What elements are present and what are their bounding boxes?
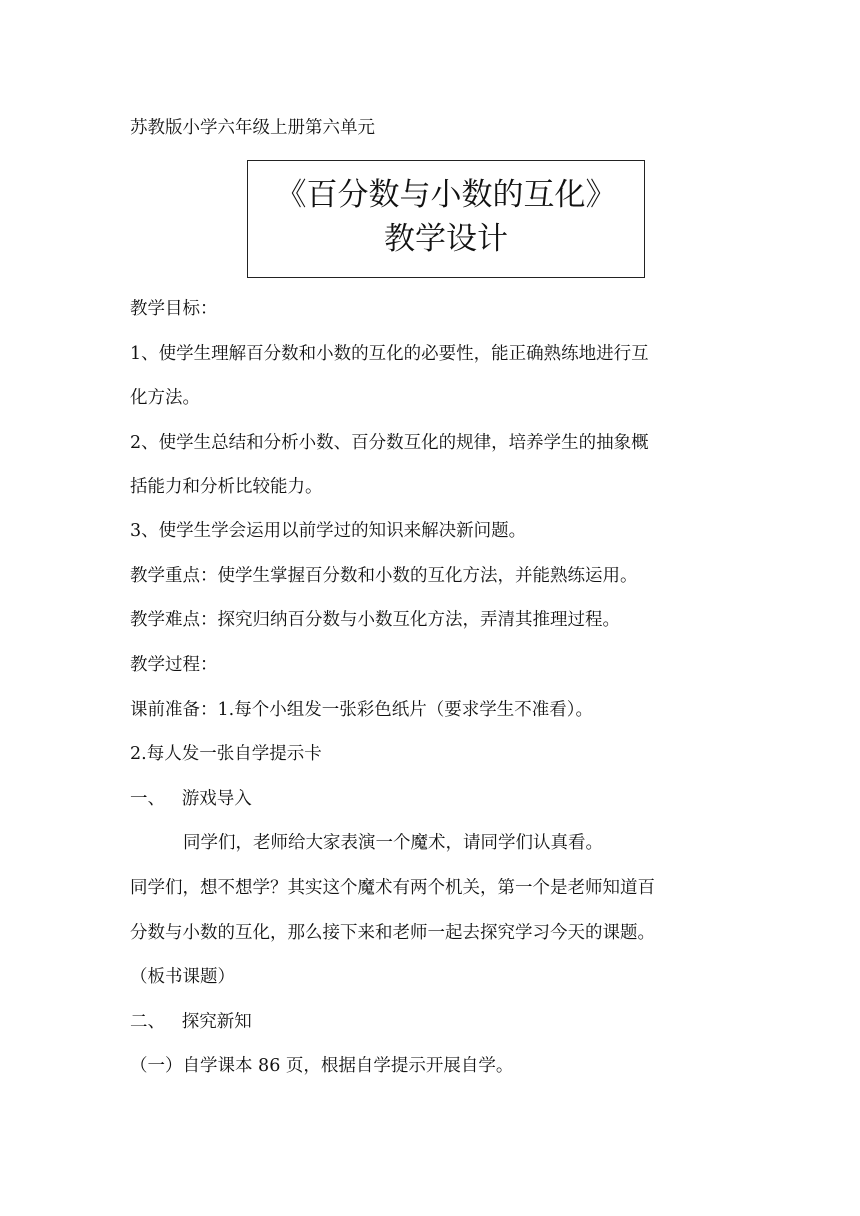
section-1-paragraph-1: 同学们，老师给大家表演一个魔术，请同学们认真看。 [183, 833, 603, 853]
difficulty-point: 教学难点：探究归纳百分数与小数互化方法，弄清其推理过程。 [130, 610, 620, 630]
section-2-subsection-1: （一）自学课本 86 页，根据自学提示开展自学。 [130, 1056, 514, 1076]
unit-header: 苏教版小学六年级上册第六单元 [130, 118, 375, 138]
section-1-paragraph-2-line-3: （板书课题） [130, 967, 235, 987]
title-box [247, 160, 645, 278]
section-1-paragraph-2-line-2: 分数与小数的互化，那么接下来和老师一起去探究学习今天的课题。 [130, 923, 655, 943]
section-1-paragraph-2-line-1: 同学们，想不想学？其实这个魔术有两个机关，第一个是老师知道百 [130, 878, 655, 898]
goal-3: 3、使学生学会运用以前学过的知识来解决新问题。 [130, 521, 527, 541]
preparation-2: 2.每人发一张自学提示卡 [130, 744, 322, 764]
lesson-subtitle: 教学设计 [384, 221, 508, 257]
goal-1-line-1: 1、使学生理解百分数和小数的互化的必要性，能正确熟练地进行互 [130, 344, 649, 364]
goal-2-line-1: 2、使学生总结和分析小数、百分数互化的规律，培养学生的抽象概 [130, 433, 649, 453]
lesson-title: 《百分数与小数的互化》 [275, 177, 617, 213]
process-heading: 教学过程： [130, 655, 218, 675]
goal-2-line-2: 括能力和分析比较能力。 [130, 477, 323, 497]
section-1-heading: 一、 游戏导入 [130, 789, 252, 809]
goal-1-line-2: 化方法。 [130, 388, 200, 408]
goals-heading: 教学目标： [130, 299, 218, 319]
key-point: 教学重点：使学生掌握百分数和小数的互化方法，并能熟练运用。 [130, 566, 638, 586]
section-2-heading: 二、 探究新知 [130, 1012, 252, 1032]
preparation-1: 课前准备：1.每个小组发一张彩色纸片（要求学生不准看）。 [130, 700, 593, 720]
